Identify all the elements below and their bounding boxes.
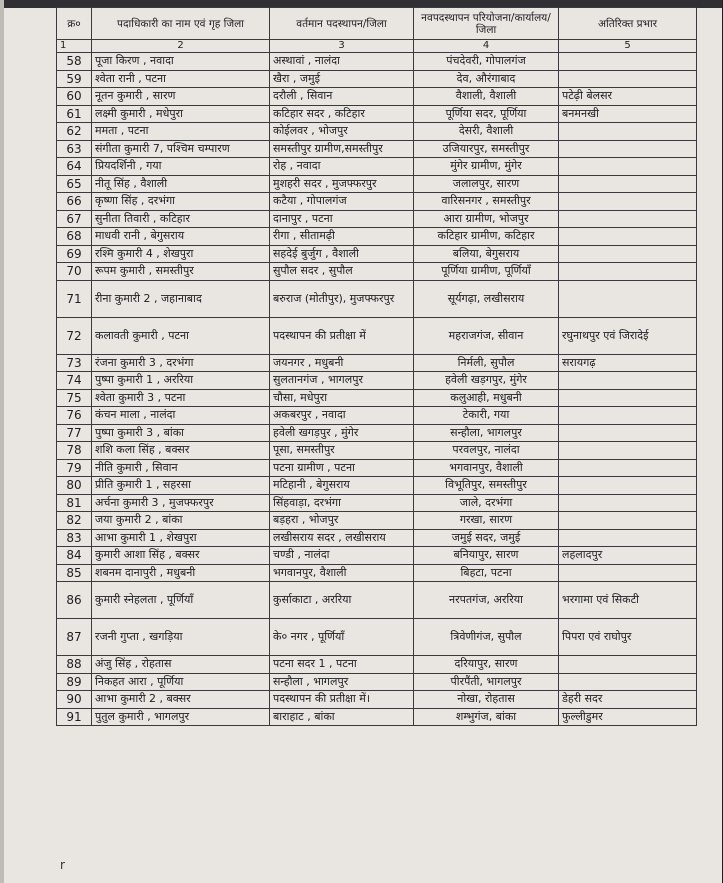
table-row [57, 88, 697, 106]
new-posting-cell: सन्हौला, भागलपुर [414, 424, 559, 442]
current-posting-cell: पदस्थापन की प्रतीक्षा में [270, 317, 414, 354]
additional-charge-cell: बनमनखी [559, 105, 697, 123]
current-posting-cell: अकबरपुर , नवादा [270, 407, 414, 425]
current-posting-cell: रोह , नवादा [270, 158, 414, 176]
serial-number-cell: 67 [57, 210, 92, 228]
officer-name-cell: कंचन माला , नालंदा [92, 407, 270, 425]
officer-name-cell: आभा कुमारी 1 , शेखपुरा [92, 529, 270, 547]
new-posting-cell: शम्भुगंज, बांका [414, 708, 559, 726]
additional-charge-cell: रघुनाथपुर एवं जिरादेई [559, 317, 697, 354]
new-posting-cell: देव, औरंगाबाद [414, 70, 559, 88]
table-row [57, 673, 697, 691]
additional-charge-cell [559, 123, 697, 141]
additional-charge-cell [559, 673, 697, 691]
new-posting-cell: वैशाली, वैशाली [414, 88, 559, 106]
additional-charge-cell [559, 263, 697, 281]
new-posting-cell: नरपतगंज, अररिया [414, 582, 559, 619]
table-row [57, 263, 697, 281]
table-row [57, 512, 697, 530]
additional-charge-cell [559, 529, 697, 547]
serial-number-cell: 79 [57, 459, 92, 477]
current-posting-cell: सन्हौला , भागलपुर [270, 673, 414, 691]
serial-number-cell: 66 [57, 193, 92, 211]
current-posting-cell: कटिहार सदर , कटिहार [270, 105, 414, 123]
new-posting-cell: आरा ग्रामीण, भोजपुर [414, 210, 559, 228]
serial-number-cell: 86 [57, 582, 92, 619]
serial-number-cell: 63 [57, 140, 92, 158]
new-posting-cell: पंचदेवरी, गोपालगंज [414, 53, 559, 71]
additional-charge-cell [559, 564, 697, 582]
new-posting-cell: परवलपुर, नालंदा [414, 442, 559, 460]
table-row [57, 245, 697, 263]
handwritten-mark: r [60, 858, 65, 872]
new-posting-cell: पूर्णिया सदर, पूर्णिया [414, 105, 559, 123]
officer-name-cell: रजनी गुप्ता , खगड़िया [92, 619, 270, 656]
serial-number-cell: 75 [57, 389, 92, 407]
additional-charge-cell: लहलादपुर [559, 547, 697, 565]
current-posting-cell: मटिहानी , बेगुसराय [270, 477, 414, 495]
serial-number-cell: 64 [57, 158, 92, 176]
current-posting-cell: बड़हरा , भोजपुर [270, 512, 414, 530]
new-posting-cell: बनियापुर, सारण [414, 547, 559, 565]
current-posting-cell: दरौली , सिवान [270, 88, 414, 106]
serial-number-cell: 85 [57, 564, 92, 582]
additional-charge-cell [559, 407, 697, 425]
current-posting-cell: हवेली खगड़पुर , मुंगेर [270, 424, 414, 442]
new-posting-cell: दरियापुर, सारण [414, 656, 559, 674]
current-posting-cell: अस्थावां , नालंदा [270, 53, 414, 71]
current-posting-cell: पटना ग्रामीण , पटना [270, 459, 414, 477]
new-posting-cell: पीरपैंती, भागलपुर [414, 673, 559, 691]
additional-charge-cell [559, 656, 697, 674]
current-posting-cell: दानापुर , पटना [270, 210, 414, 228]
current-posting-cell: पदस्थापन की प्रतीक्षा में। [270, 691, 414, 709]
new-posting-cell: हवेली खड़गपुर, मुंगेर [414, 372, 559, 390]
officer-name-cell: अंजु सिंह , रोहतास [92, 656, 270, 674]
header-number: 4 [414, 40, 559, 53]
new-posting-cell: सूर्यगढ़ा, लखीसराय [414, 280, 559, 317]
table-row [57, 494, 697, 512]
additional-charge-cell [559, 158, 697, 176]
table-row [57, 459, 697, 477]
table-row [57, 691, 697, 709]
officer-name-cell: अर्चना कुमारी 3 , मुजफ्फरपुर [92, 494, 270, 512]
serial-number-cell: 72 [57, 317, 92, 354]
table-row [57, 140, 697, 158]
additional-charge-cell [559, 210, 697, 228]
additional-charge-cell [559, 477, 697, 495]
table-row [57, 656, 697, 674]
officer-name-cell: श्वेता कुमारी 3 , पटना [92, 389, 270, 407]
serial-number-cell: 62 [57, 123, 92, 141]
officer-name-cell: पुतुल कुमारी , भागलपुर [92, 708, 270, 726]
serial-number-cell: 80 [57, 477, 92, 495]
serial-number-cell: 73 [57, 354, 92, 372]
additional-charge-cell [559, 140, 697, 158]
current-posting-cell: सहदेई बुर्जुग , वैशाली [270, 245, 414, 263]
new-posting-cell: मुंगेर ग्रामीण, मुंगेर [414, 158, 559, 176]
additional-charge-cell [559, 424, 697, 442]
serial-number-cell: 65 [57, 175, 92, 193]
new-posting-cell: उजियारपुर, समस्तीपुर [414, 140, 559, 158]
officer-name-cell: नीतू सिंह , वैशाली [92, 175, 270, 193]
table-row [57, 158, 697, 176]
serial-number-cell: 78 [57, 442, 92, 460]
additional-charge-cell: फुल्लीडुमर [559, 708, 697, 726]
officer-name-cell: सुनीता तिवारी , कटिहार [92, 210, 270, 228]
current-posting-cell: सिंहवाड़ा, दरभंगा [270, 494, 414, 512]
table-row [57, 619, 697, 656]
new-posting-cell: महराजगंज, सीवान [414, 317, 559, 354]
officer-name-cell: पुष्पा कुमारी 1 , अररिया [92, 372, 270, 390]
serial-number-cell: 71 [57, 280, 92, 317]
table-row [57, 53, 697, 71]
current-posting-cell: मुशहरी सदर , मुजफ्फरपुर [270, 175, 414, 193]
header-serial: क्र० [57, 8, 92, 40]
new-posting-cell: भगवानपुर, वैशाली [414, 459, 559, 477]
additional-charge-cell [559, 512, 697, 530]
table-row [57, 389, 697, 407]
serial-number-cell: 59 [57, 70, 92, 88]
serial-number-cell: 76 [57, 407, 92, 425]
officer-name-cell: निकहत आरा , पूर्णिया [92, 673, 270, 691]
new-posting-cell: जलालपुर, सारण [414, 175, 559, 193]
table-row [57, 280, 697, 317]
table-row [57, 354, 697, 372]
table-header-row [57, 8, 697, 40]
current-posting-cell: पटना सदर 1 , पटना [270, 656, 414, 674]
current-posting-cell: खैरा , जमुई [270, 70, 414, 88]
new-posting-cell: देसरी, वैशाली [414, 123, 559, 141]
officer-name-cell: शशि कला सिंह , बक्सर [92, 442, 270, 460]
new-posting-cell: कलुआही, मधुबनी [414, 389, 559, 407]
header-number-row [57, 40, 697, 53]
current-posting-cell: बाराहाट , बांका [270, 708, 414, 726]
officer-name-cell: रश्मि कुमारी 4 , शेखपुरा [92, 245, 270, 263]
table-row [57, 424, 697, 442]
table-row [57, 317, 697, 354]
table-row [57, 564, 697, 582]
additional-charge-cell [559, 245, 697, 263]
additional-charge-cell [559, 193, 697, 211]
new-posting-cell: पूर्णिया ग्रामीण, पूर्णियाँ [414, 263, 559, 281]
table-row [57, 529, 697, 547]
additional-charge-cell: सरायगढ़ [559, 354, 697, 372]
current-posting-cell: के० नगर , पूर्णियाँ [270, 619, 414, 656]
document-sheet [4, 0, 723, 883]
new-posting-cell: जाले, दरभंगा [414, 494, 559, 512]
officer-name-cell: प्रीति कुमारी 1 , सहरसा [92, 477, 270, 495]
current-posting-cell: कुर्साकाटा , अररिया [270, 582, 414, 619]
serial-number-cell: 68 [57, 228, 92, 246]
table-row [57, 175, 697, 193]
new-posting-cell: वारिसनगर , समस्तीपुर [414, 193, 559, 211]
additional-charge-cell [559, 389, 697, 407]
table-row [57, 372, 697, 390]
header-current-posting: वर्तमान पदस्थापन/जिला [270, 8, 414, 40]
additional-charge-cell: पिपरा एवं राघोपुर [559, 619, 697, 656]
current-posting-cell: सुपौल सदर , सुपौल [270, 263, 414, 281]
serial-number-cell: 82 [57, 512, 92, 530]
current-posting-cell: बरुराज (मोतीपुर), मुजफ्फरपुर [270, 280, 414, 317]
officer-name-cell: रीना कुमारी 2 , जहानाबाद [92, 280, 270, 317]
new-posting-cell: कटिहार ग्रामीण, कटिहार [414, 228, 559, 246]
serial-number-cell: 70 [57, 263, 92, 281]
serial-number-cell: 61 [57, 105, 92, 123]
officer-name-cell: शबनम दानापुरी , मधुबनी [92, 564, 270, 582]
additional-charge-cell [559, 372, 697, 390]
officer-name-cell: माधवी रानी , बेगुसराय [92, 228, 270, 246]
additional-charge-cell: पटेढ़ी बेलसर [559, 88, 697, 106]
officer-name-cell: ममता , पटना [92, 123, 270, 141]
table-row [57, 477, 697, 495]
serial-number-cell: 81 [57, 494, 92, 512]
additional-charge-cell [559, 442, 697, 460]
officer-name-cell: प्रियदर्शिनी , गया [92, 158, 270, 176]
additional-charge-cell [559, 70, 697, 88]
current-posting-cell: चण्डी , नालंदा [270, 547, 414, 565]
current-posting-cell: रीगा , सीतामढ़ी [270, 228, 414, 246]
table-row [57, 70, 697, 88]
new-posting-cell: टेकारी, गया [414, 407, 559, 425]
table-row [57, 547, 697, 565]
header-name-district: पदाधिकारी का नाम एवं गृह जिला [92, 8, 270, 40]
serial-number-cell: 84 [57, 547, 92, 565]
officer-posting-table [56, 7, 697, 726]
officer-name-cell: पुष्पा कुमारी 3 , बांका [92, 424, 270, 442]
additional-charge-cell [559, 459, 697, 477]
officer-name-cell: रंजना कुमारी 3 , दरभंगा [92, 354, 270, 372]
serial-number-cell: 69 [57, 245, 92, 263]
serial-number-cell: 88 [57, 656, 92, 674]
serial-number-cell: 89 [57, 673, 92, 691]
header-number: 1 [57, 40, 92, 53]
additional-charge-cell [559, 228, 697, 246]
officer-name-cell: रूपम कुमारी , समस्तीपुर [92, 263, 270, 281]
officer-name-cell: कलावती कुमारी , पटना [92, 317, 270, 354]
table-row [57, 105, 697, 123]
officer-name-cell: लक्ष्मी कुमारी , मधेपुरा [92, 105, 270, 123]
new-posting-cell: बलिया, बेगुसराय [414, 245, 559, 263]
additional-charge-cell [559, 175, 697, 193]
serial-number-cell: 77 [57, 424, 92, 442]
header-new-posting: नवपदस्थापन परियोजना/कार्यालय/जिला [414, 8, 559, 40]
header-additional-charge: अतिरिक्त प्रभार [559, 8, 697, 40]
officer-name-cell: आभा कुमारी 2 , बक्सर [92, 691, 270, 709]
officer-name-cell: नूतन कुमारी , सारण [92, 88, 270, 106]
current-posting-cell: कटैया , गोपालगंज [270, 193, 414, 211]
current-posting-cell: कोईलवर , भोजपुर [270, 123, 414, 141]
officer-name-cell: श्वेता रानी , पटना [92, 70, 270, 88]
additional-charge-cell [559, 53, 697, 71]
table-row [57, 442, 697, 460]
additional-charge-cell: डेहरी सदर [559, 691, 697, 709]
current-posting-cell: पूसा, समस्तीपुर [270, 442, 414, 460]
current-posting-cell: चौसा, मधेपुरा [270, 389, 414, 407]
serial-number-cell: 83 [57, 529, 92, 547]
new-posting-cell: जमुई सदर, जमुई [414, 529, 559, 547]
current-posting-cell: सुलतानगंज , भागलपुर [270, 372, 414, 390]
table-row [57, 582, 697, 619]
serial-number-cell: 87 [57, 619, 92, 656]
table-row [57, 708, 697, 726]
additional-charge-cell [559, 494, 697, 512]
new-posting-cell: विभूतिपुर, समस्तीपुर [414, 477, 559, 495]
current-posting-cell: समस्तीपुर ग्रामीण,समस्तीपुर [270, 140, 414, 158]
additional-charge-cell [559, 280, 697, 317]
officer-name-cell: जया कुमारी 2 , बांका [92, 512, 270, 530]
table-row [57, 228, 697, 246]
current-posting-cell: जयनगर , मधुबनी [270, 354, 414, 372]
officer-name-cell: कृष्णा सिंह , दरभंगा [92, 193, 270, 211]
table-row [57, 193, 697, 211]
officer-name-cell: कुमारी स्नेहलता , पूर्णियाँ [92, 582, 270, 619]
header-number: 2 [92, 40, 270, 53]
table-row [57, 407, 697, 425]
officer-name-cell: संगीता कुमारी 7, पश्चिम चम्पारण [92, 140, 270, 158]
header-number: 3 [270, 40, 414, 53]
new-posting-cell: बिहटा, पटना [414, 564, 559, 582]
serial-number-cell: 58 [57, 53, 92, 71]
serial-number-cell: 90 [57, 691, 92, 709]
serial-number-cell: 74 [57, 372, 92, 390]
header-number: 5 [559, 40, 697, 53]
table-row [57, 210, 697, 228]
officer-name-cell: पूजा किरण , नवादा [92, 53, 270, 71]
serial-number-cell: 60 [57, 88, 92, 106]
new-posting-cell: नोखा, रोहतास [414, 691, 559, 709]
new-posting-cell: निर्मली, सुपौल [414, 354, 559, 372]
serial-number-cell: 91 [57, 708, 92, 726]
officer-name-cell: नीति कुमारी , सिवान [92, 459, 270, 477]
additional-charge-cell: भरगामा एवं सिकटी [559, 582, 697, 619]
table-row [57, 123, 697, 141]
current-posting-cell: लखीसराय सदर , लखीसराय [270, 529, 414, 547]
new-posting-cell: त्रिवेणीगंज, सुपौल [414, 619, 559, 656]
new-posting-cell: गरखा, सारण [414, 512, 559, 530]
officer-name-cell: कुमारी आशा सिंह , बक्सर [92, 547, 270, 565]
current-posting-cell: भगवानपुर, वैशाली [270, 564, 414, 582]
